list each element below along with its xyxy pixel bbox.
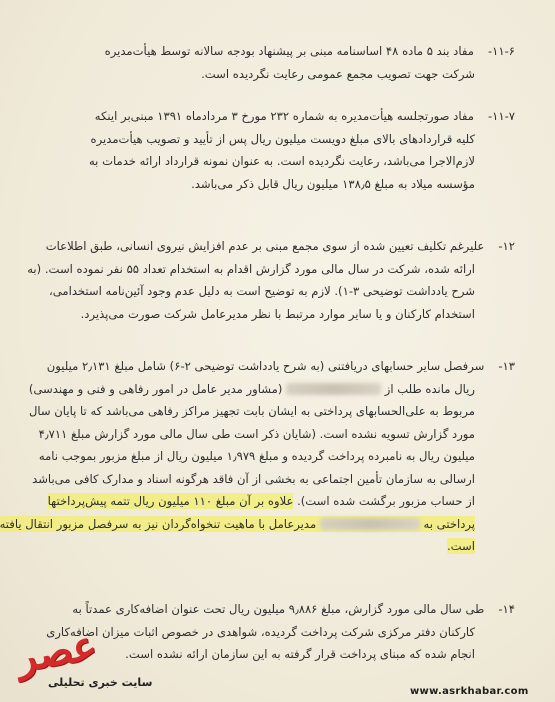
paragraph-12: ۱۲-علیرغم تکلیف تعیین شده از سوی مجمع مبنی بر عدم افزایش نیروی انسانی، طبق اطلاعات ارائه شده، شرکت در سال مالی مورد گزارش اقدام به استخدام تعداد ۵۵ نفر نموده است. (به شرح یادداشت توضیحی ۳-۱). لازم به توضیح است به دلیل عدم وجود آئین‌نامه استخدامی، استخدام کارکنان و یا سایر موارد مرتبط با نظر مدیرعامل شرکت صورت می‌پذیرد. xyxy=(27,239,515,321)
highlighted-text: علاوه بر آن مبلغ ۱۱۰ میلیون ریال تتمه پیش‌پرداختها xyxy=(47,494,294,508)
highlighted-text: مدیرعامل با ماهیت تنخواه‌گردان نیز به سرفصل مزبور انتقال یافته xyxy=(0,516,317,531)
paragraph-number: ۱۴- xyxy=(498,602,515,616)
paragraph-number: ۱۱-۷- xyxy=(487,109,515,123)
paragraph-number: ۱۲- xyxy=(498,239,515,253)
paragraph-11-6: ۱۱-۶-مفاد بند ۵ ماده ۴۸ اساسنامه مبنی بر پیشنهاد بودجه سالانه توسط هیأت‌مدیره شرکت جهت تصویب مجمع عمومی رعایت نگردیده است. xyxy=(104,44,515,81)
paragraph-number: ۱۳- xyxy=(498,359,515,373)
paragraph-number: ۱۱-۶- xyxy=(487,44,515,58)
site-logo xyxy=(6,621,176,698)
redacted-name xyxy=(320,518,420,530)
logo-subtitle: سایت خبری تحلیلی xyxy=(48,676,153,689)
logo-wordmark: عصر xyxy=(12,621,101,682)
paragraph-14: ۱۴-طی سال مالی مورد گزارش، مبلغ ۹٫۸۸۶ میلیون ریال تحت عنوان اضافه‌کاری عمدتاً به کارکنان دفتر مرکزی شرکت پرداخت گردیده، شواهدی در خصوص اثبات میزان اضافه‌کاری انجام شده که مبنای پرداخت قرار گرفته به این سازمان ارائه نشده است. xyxy=(46,602,515,661)
redacted-name xyxy=(286,383,381,395)
paragraph-11-7: ۱۱-۷-مفاد صورتجلسه هیأت‌مدیره به شماره ۲۳۲ مورخ ۳ مردادماه ۱۳۹۱ مبنی‌بر اینکه کلیه قراردادهای بالای مبلغ دویست میلیون ریال پس از تأیید و تصویب هیأت‌مدیره لازم‌الاجرا می‌باشد، رعایت نگردیده است. به عنوان نمونه قرارداد ارائه خدمات به مؤسسه میلاد به مبلغ ۱۳۸٫۵ میلیون ریال قابل ذکر می‌باشد. xyxy=(88,109,515,191)
paragraph-13: ۱۳-سرفصل سایر حسابهای دریافتنی (به شرح یادداشت توضیحی ۲-۶) شامل مبلغ ۲٫۱۳۱ میلیون ریال مانده طلب از (مشاور مدیر عامل در امور رفاهی و فنی و مهندسی) مربوط به علی‌الحسابهای پرداختی به ایشان بابت تجهیز مراکز رفاهی می‌باشد که تا پایان سال مورد گزارش تسویه نشده است. (شایان ذکر است طی سال مالی مورد گزارش مبلغ ۴٫۷۱۱ میلیون ریال به نامبرده پرداخت گردیده و مبلغ ۱٫۹۷۹ میلیون ریال از مبلغ مزبور بموجب نامه ارسالی به سازمان تأمین اجتماعی به بخشی از آن فاقد هرگونه اسناد و مدارک کافی می‌باشد از حساب مزبور برگشت شده است). علاوه بر آن مبلغ ۱۱۰ میلیون ریال تتمه پیش‌پرداختها پرداختی به مدیرعامل با ماهیت تنخواه‌گردان نیز به سرفصل مزبور انتقال یافته است. xyxy=(0,359,515,553)
website-url: www.asrkhabar.com xyxy=(410,686,529,697)
